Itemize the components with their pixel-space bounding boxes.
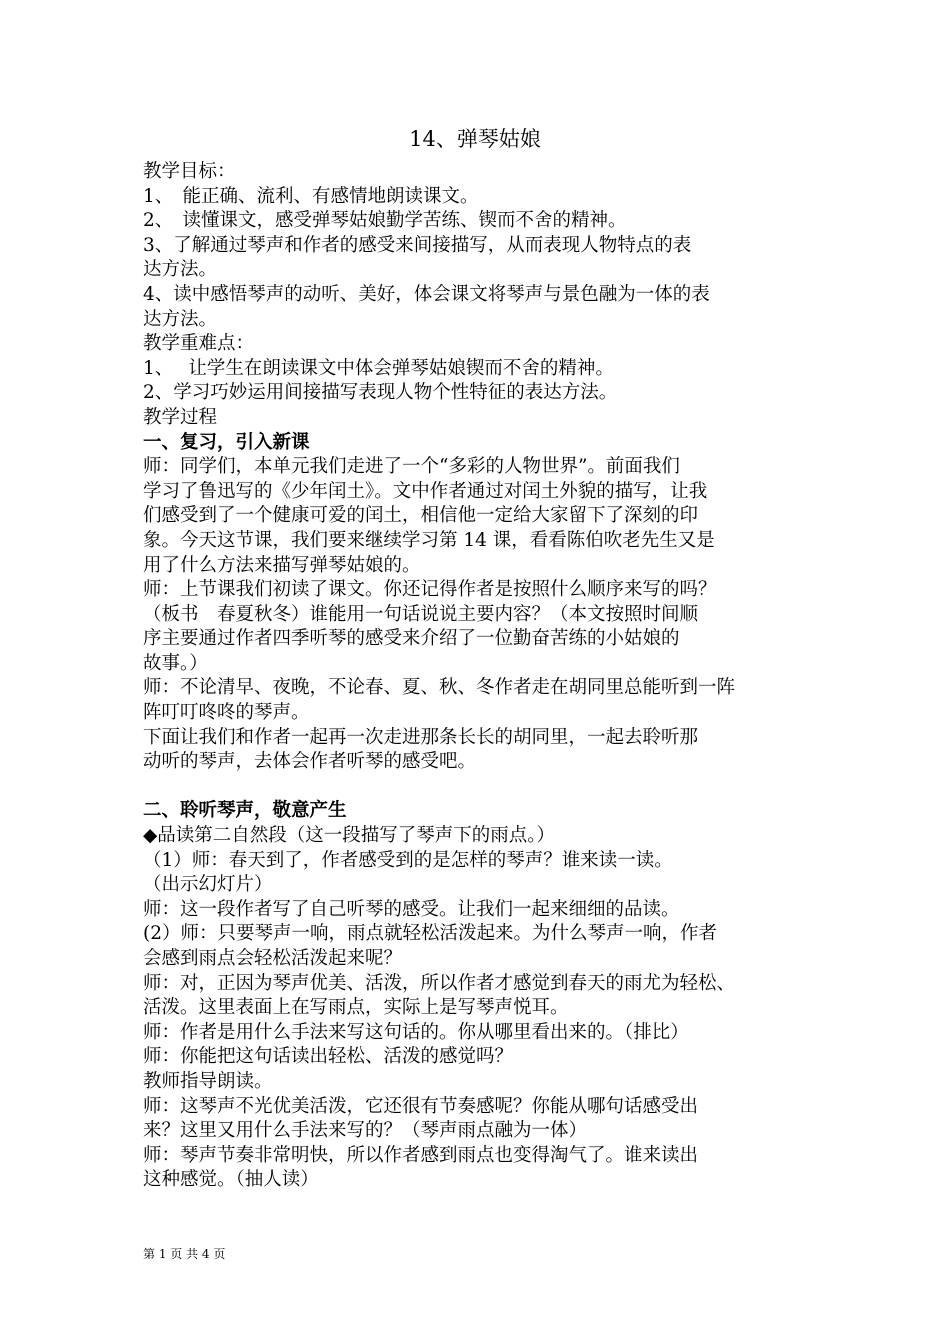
text-line: 师：上节课我们初读了课文。你还记得作者是按照什么顺序来写的吗？ <box>143 579 717 601</box>
text-line: 达方法。 <box>143 308 218 330</box>
text-line: 动听的琴声，去体会作者听琴的感受吧。 <box>143 751 477 773</box>
text-line: 师：你能把这句话读出轻松、活泼的感觉吗？ <box>143 1046 514 1068</box>
text-line: 师：不论清早、夜晚，不论春、夏、秋、冬作者走在胡同里总能听到一阵 <box>143 677 736 699</box>
section-heading: 一、复习，引入新课 <box>143 431 310 453</box>
text-line: 教师指导朗读。 <box>143 1070 273 1092</box>
text-line: 们感受到了一个健康可爱的闰土，相信他一定给大家留下了深刻的印 <box>143 505 699 527</box>
text-line: 学习了鲁迅写的《少年闰土》。文中作者通过对闰土外貌的描写，让我 <box>143 480 708 502</box>
text-line: 教学重难点： <box>143 333 255 355</box>
text-line: 序主要通过作者四季听琴的感受来介绍了一位勤奋苦练的小姑娘的 <box>143 628 680 650</box>
text-line: 象。今天这节课，我们要来继续学习第 14 课，看看陈伯吹老先生又是 <box>143 529 715 551</box>
text-line: 故事。） <box>143 652 208 674</box>
text-line: 1、 能正确、流利、有感情地朗读课文。 <box>143 185 479 207</box>
text-line: 师：这琴声不光优美活泼，它还很有节奏感呢？你能从哪句话感受出 <box>143 1095 699 1117</box>
text-line: 师：同学们，本单元我们走进了一个“多彩的人物世界”。前面我们 <box>143 456 680 478</box>
text-line: 师：作者是用什么手法来写这句话的。你从哪里看出来的。（排比） <box>143 1021 689 1043</box>
text-line: 达方法。 <box>143 259 218 281</box>
document-body <box>143 160 815 1193</box>
text-line: 师：这一段作者写了自己听琴的感受。让我们一起来细细的品读。 <box>143 898 680 920</box>
blank-line <box>143 775 815 800</box>
text-line: （板书 春夏秋冬）谁能用一句话说说主要内容？（本文按照时间顺 <box>143 603 699 625</box>
text-line: （出示幻灯片） <box>143 874 273 896</box>
page-footer: 第 1 页 共 4 页 <box>143 1247 226 1261</box>
text-line: 4、读中感悟琴声的动听、美好，体会课文将琴声与景色融为一体的表 <box>143 283 710 305</box>
text-line: 下面让我们和作者一起再一次走进那条长长的胡同里，一起去聆听那 <box>143 726 699 748</box>
text-line: 会感到雨点会轻松活泼起来呢？ <box>143 948 403 969</box>
text-line: 2、 读懂课文，感受弹琴姑娘勤学苦练、锲而不舍的精神。 <box>143 210 627 232</box>
text-line: （1）师：春天到了，作者感受到的是怎样的琴声？谁来读一读。 <box>143 849 673 871</box>
text-line: 师：对，正因为琴声优美、活泼，所以作者才感觉到春天的雨尤为轻松、 <box>143 972 736 994</box>
text-line: 1、 让学生在朗读课文中体会弹琴姑娘锲而不舍的精神。 <box>143 357 614 379</box>
section-heading: 二、聆听琴声，敬意产生 <box>143 800 347 822</box>
text-line: 师：琴声节奏非常明快，所以作者感到雨点也变得淘气了。谁来读出 <box>143 1144 699 1166</box>
document-title: 14、弹琴姑娘 <box>409 127 541 151</box>
text-line: 用了什么方法来描写弹琴姑娘的。 <box>143 554 421 576</box>
text-line: 2、学习巧妙运用间接描写表现人物个性特征的表达方法。 <box>143 382 618 404</box>
text-line: 阵叮叮咚咚的琴声。 <box>143 702 310 724</box>
text-line: 教学过程 <box>143 406 218 428</box>
text-line: 这种感觉。（抽人读） <box>143 1169 319 1191</box>
text-line: 3、了解通过琴声和作者的感受来间接描写，从而表现人物特点的表 <box>143 234 692 256</box>
text-line: 来？这里又用什么手法来写的？（琴声雨点融为一体） <box>143 1120 588 1142</box>
text-line: ◆品读第二自然段（这一段描写了琴声下的雨点。） <box>143 825 555 847</box>
text-line: (2）师：只要琴声一响，雨点就轻松活泼起来。为什么琴声一响，作者 <box>143 923 717 945</box>
text-line: 教学目标： <box>143 161 236 182</box>
text-line: 活泼。这里表面上在写雨点，实际上是写琴声悦耳。 <box>143 997 569 1019</box>
